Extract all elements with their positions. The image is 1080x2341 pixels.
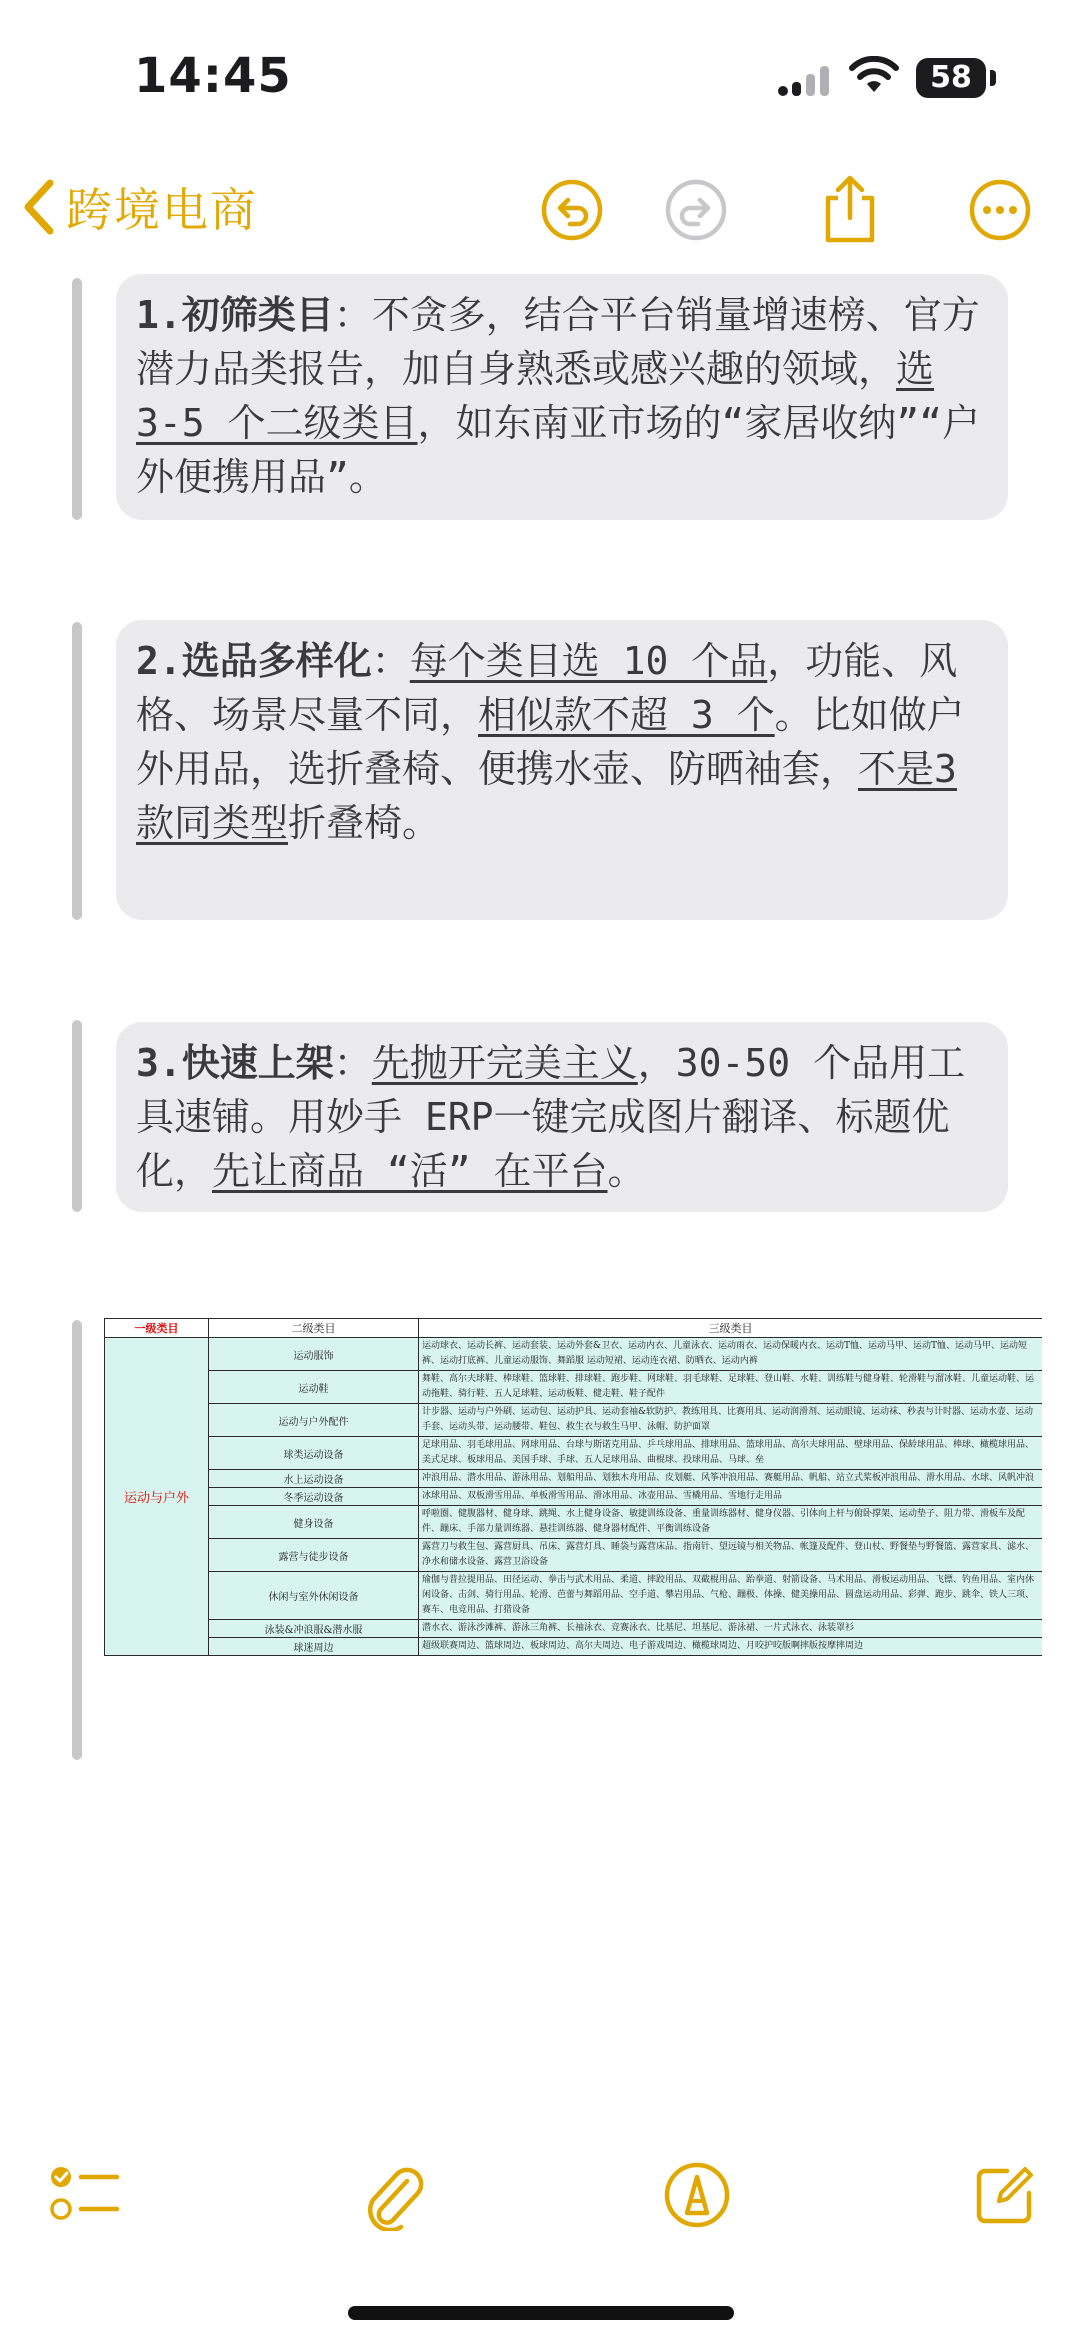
table-row: [105, 1572, 1043, 1620]
level2-category: 运动与户外配件: [209, 1404, 419, 1437]
note-text: ：不贪多，结合平台销量增速榜、官方潜力品类报告，加自身熟悉或感兴趣的领域，: [136, 293, 980, 391]
level2-category: 球迷周边: [209, 1638, 419, 1656]
level3-categories: 瑜伽与普拉提用品、田径运动、拳击与武术用品、柔道、摔跤用品、双截棍用品、跆拳道、射箭设备、马术用品、滑板运动用品、飞镖、钓鱼用品、室内休闲设备、击剑、骑行用品、轮滑、芭蕾与舞蹈用品、空手道、攀岩用品、气枪、蹦极、体操、健美操用品、圆盘运动用品、彩弹、跑步、跳伞、铁人三项、赛车、电竞用品、打猎设备: [419, 1572, 1043, 1620]
level1-category: 运动与户外: [105, 1338, 209, 1656]
note-underlined-text: 选 3-5 个二级类目: [136, 347, 935, 445]
note-text: ：: [371, 639, 410, 683]
chevron-left-icon: [20, 179, 56, 235]
checklist-icon: [49, 2163, 121, 2227]
level2-category: 泳装&冲浪服&潜水服: [209, 1620, 419, 1638]
note-block-2[interactable]: [116, 620, 1008, 920]
level2-category: 冬季运动设备: [209, 1488, 419, 1506]
table-header: 二级类目: [209, 1319, 419, 1338]
table-row: [105, 1488, 1043, 1506]
markup-pen-icon: [663, 2161, 731, 2229]
note-underlined-text: 先抛开完美主义: [371, 1041, 638, 1085]
table-row: [105, 1539, 1043, 1572]
note-underlined-text: 每个类目选 10 个品: [409, 639, 768, 683]
wifi-icon: [848, 56, 900, 96]
quote-bar: [72, 278, 82, 520]
note-heading: 2.选品多样化: [136, 639, 372, 683]
table-row: [105, 1506, 1043, 1539]
note-text: ，功能、风格、场景尽量不同，: [136, 639, 958, 737]
markup-button[interactable]: [652, 2150, 742, 2240]
bottom-toolbar: [0, 2140, 1080, 2250]
level2-category: 休闲与室外休闲设备: [209, 1572, 419, 1620]
share-button[interactable]: [812, 172, 888, 248]
table-header-row: [105, 1319, 1043, 1338]
back-label: 跨境电商: [66, 183, 258, 237]
level3-categories: 超级联赛周边、篮球周边、板球周边、高尔夫周边、电子游戏周边、橄榄球周边、月咬护咬版啊摔版按摩摔周边: [419, 1638, 1043, 1656]
table-header: 三级类目: [419, 1319, 1043, 1338]
share-icon: [818, 174, 882, 246]
note-block-3[interactable]: [116, 1022, 1008, 1212]
level2-category: 运动鞋: [209, 1371, 419, 1404]
quote-bar: [72, 622, 82, 920]
category-table: [104, 1318, 1042, 1656]
note-text: 。比如做户外用品，选折叠椅、便携水壶、防晒袖套，: [136, 693, 965, 791]
navigation-bar: [0, 160, 1080, 260]
table-row: [105, 1338, 1043, 1371]
level3-categories: 计步器、运动与户外刷、运动包、运动护具、运动套袖&软防护、教练用具、比赛用具、运动润滑剂、运动眼镜、运动袜、秒表与计时器、运动水壶、运动手套、运动头带、运动腰带、鞋包、救生衣与救生马甲、泳帽、防护面罩: [419, 1404, 1043, 1437]
level3-categories: 潜水衣、游泳沙滩裤、游泳三角裤、长袖泳衣、竞赛泳衣、比基尼、坦基尼、游泳裙、一片式泳衣、泳装罩衫: [419, 1620, 1043, 1638]
level2-category: 球类运动设备: [209, 1437, 419, 1470]
table-row: [105, 1470, 1043, 1488]
note-underlined-text: 不是3款同类型: [136, 747, 957, 845]
battery-cap: [990, 70, 996, 86]
table-row: [105, 1638, 1043, 1656]
level2-category: 水上运动设备: [209, 1470, 419, 1488]
note-heading: 3.快速上架: [136, 1041, 334, 1085]
new-note-button[interactable]: [960, 2150, 1050, 2240]
level3-categories: 冲浪用品、潜水用品、游泳用品、划船用品、划独木舟用品、皮划艇、风筝冲浪用品、赛艇用品、帆船、站立式桨板冲浪用品、滑水用品、水球、风帆冲浪: [419, 1470, 1043, 1488]
checklist-button[interactable]: [40, 2150, 130, 2240]
level3-categories: 足球用品、羽毛球用品、网球用品、台球与斯诺克用品、乒乓球用品、排球用品、篮球用品、高尔夫球用品、壁球用品、保龄球用品、棒球、橄榄球用品、美式足球、板球用品、美国手球、手球、五人足球用品、曲棍球、投球用品、马球、垒: [419, 1437, 1043, 1470]
home-indicator[interactable]: [348, 2306, 734, 2320]
note-underlined-text: 先让商品 “活” 在平台: [212, 1149, 608, 1193]
paperclip-icon: [361, 2159, 425, 2231]
back-button[interactable]: [20, 174, 258, 240]
quote-bar: [72, 1320, 82, 1760]
battery-icon: 58: [916, 58, 986, 98]
compose-icon: [973, 2163, 1037, 2227]
status-bar: [0, 0, 1080, 150]
table-row: [105, 1620, 1043, 1638]
note-text: ，如东南亚市场的“家居收纳”“户外便携用品”。: [136, 401, 981, 499]
redo-icon: [664, 178, 728, 242]
redo-button[interactable]: [658, 172, 734, 248]
status-time: 14:45: [134, 48, 292, 104]
table-row: [105, 1371, 1043, 1404]
note-block-1[interactable]: [116, 274, 1008, 520]
level2-category: 健身设备: [209, 1506, 419, 1539]
more-button[interactable]: [962, 172, 1038, 248]
undo-button[interactable]: [534, 172, 610, 248]
level3-categories: 舞鞋、高尔夫球鞋、棒球鞋、篮球鞋、排球鞋、跑步鞋、网球鞋、羽毛球鞋、足球鞋、登山鞋、水鞋、训练鞋与健身鞋、轮滑鞋与溜冰鞋、儿童运动鞋、运动拖鞋、骑行鞋、五人足球鞋、运动板鞋、健走鞋、鞋子配件: [419, 1371, 1043, 1404]
level3-categories: 呼啦圈、健腹器材、健身球、跳绳、水上健身设备、敏捷训练设备、重量训练器材、健身仪器、引体向上杆与俯卧撑架、运动垫子、阻力带、滑板车及配件、蹦床、手部力量训练器、悬挂训练器、健身器材配件、平衡训练设备: [419, 1506, 1043, 1539]
category-table-image[interactable]: [104, 1318, 1042, 1754]
level3-categories: 冰球用品、双板滑雪用品、单板滑雪用品、滑冰用品、冰壶用品、雪橇用品、雪地行走用品: [419, 1488, 1043, 1506]
note-text: ：: [333, 1041, 372, 1085]
quote-bar: [72, 1020, 82, 1212]
note-text: 。: [607, 1149, 646, 1193]
note-text: ，30-50 个品用工具速铺。用妙手 ERP一键完成图片翻译、标题优化，: [136, 1041, 966, 1193]
cellular-signal-icon: [778, 64, 832, 98]
undo-icon: [540, 178, 604, 242]
attachment-button[interactable]: [348, 2150, 438, 2240]
note-heading: 1.初筛类目: [136, 293, 334, 337]
level3-categories: 运动球衣、运动长裤、运动套装、运动外套&卫衣、运动内衣、儿童泳衣、运动雨衣、运动保暖内衣、运动T恤、运动马甲、运动T恤、运动马甲、运动短裤、运动打底裤、儿童运动服饰、舞蹈服 运动短裙、运动连衣裙、防晒衣、运动内裤: [419, 1338, 1043, 1371]
level2-category: 露营与徒步设备: [209, 1539, 419, 1572]
more-icon: [968, 178, 1032, 242]
note-text: 折叠椅。: [288, 801, 441, 845]
level2-category: 运动服饰: [209, 1338, 419, 1371]
table-row: [105, 1437, 1043, 1470]
note-underlined-text: 相似款不超 3 个: [478, 693, 775, 737]
level3-categories: 露营刀与救生包、露营厨具、吊床、露营灯具、睡袋与露营床品、指南针、望远镜与相关物品、帐篷及配件、登山杖、野餐垫与野餐篮、露营家具、滤水、净水和储水设备、露营卫浴设备: [419, 1539, 1043, 1572]
table-header: 一级类目: [105, 1319, 209, 1338]
table-row: [105, 1404, 1043, 1437]
